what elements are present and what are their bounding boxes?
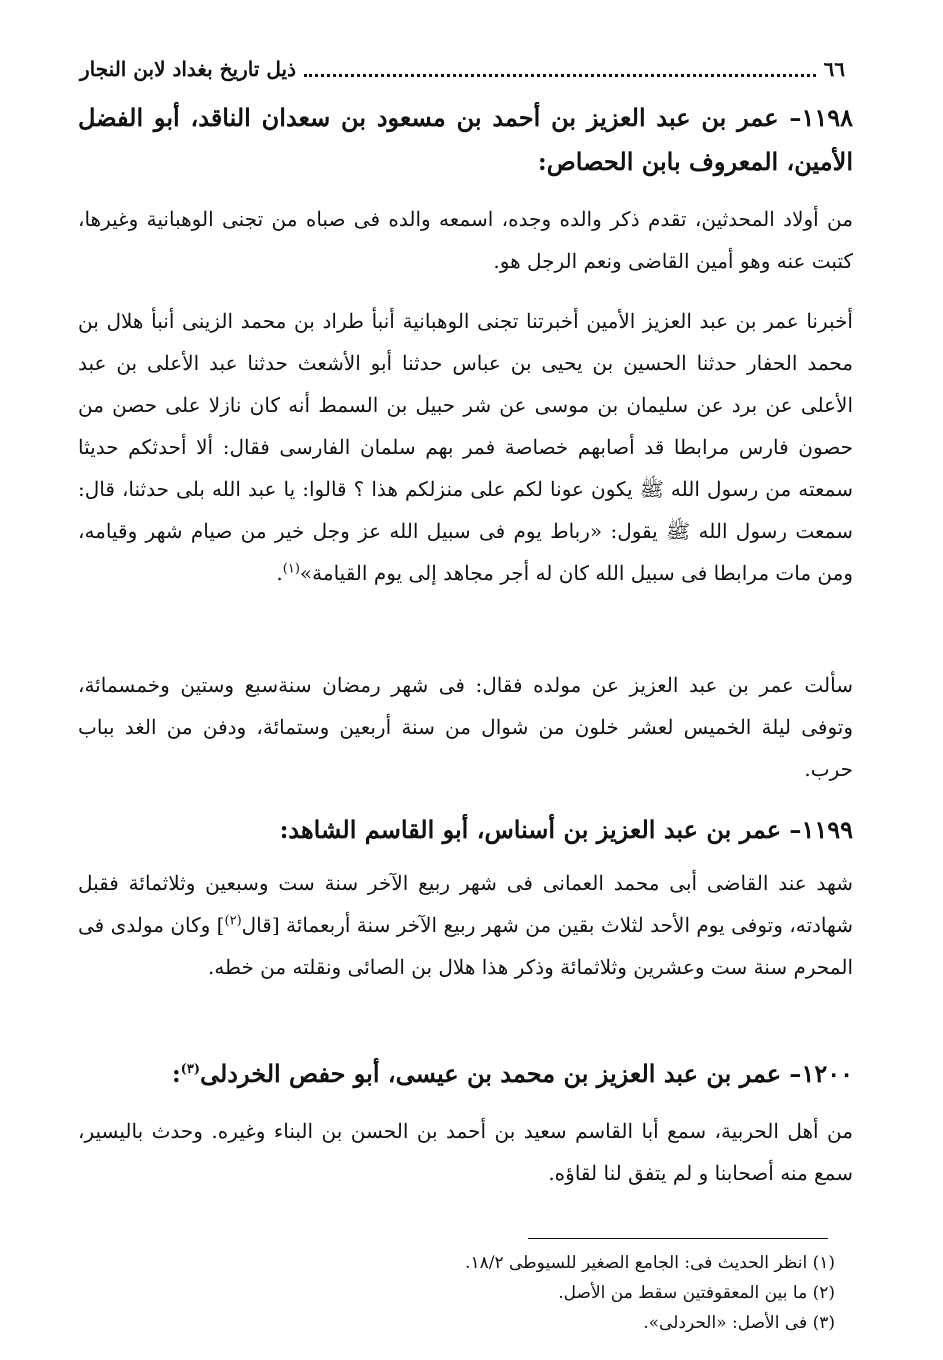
footnote-2: (٢) ما بين المعقوفتين سقط من الأصل. (558, 1283, 835, 1303)
footnote-3: (٣) فى الأصل: «الحردلى». (643, 1313, 835, 1333)
paragraph-end: . (276, 561, 283, 585)
entry-1198-paragraph-3: سألت عمر بن عبد العزيز عن مولده فقال: فى شهر رمضان سنةسبع وستين وخمسمائة، وتوفى ليلة الخميس لعشر خلون من شوال من سنة أربعين وستمائة، ودفن من الغد بباب حرب. (78, 673, 853, 781)
entry-heading-1198: ١١٩٨– عمر بن عبد العزيز بن أحمد بن مسعود بن سعدان الناقد، أبو الفضل الأمين، المعروف بابن الحصاص: (78, 103, 853, 176)
entry-1200-heading-text: ١٢٠٠– عمر بن عبد العزيز بن محمد بن عيسى، أبو حفص الخردلى (199, 1059, 853, 1088)
entry-1200-heading-colon: : (171, 1059, 181, 1088)
entry-1199-text-a: شهد عند القاضى أبى محمد العمانى فى شهر ربيع الآخر سنة ست وسبعين وثلاثمائة فقبل شهادته، وتوفى يوم الأحد لثلاث بقين من شهر ربيع الآخر سنة أربعمائة [قال (78, 871, 853, 937)
page-number: ٦٦ (823, 57, 845, 81)
hadith-text: أخبرنا عمر بن عبد العزيز الأمين أخبرتنا تجنى الوهبانية أنبأ طراد بن محمد الزينى أنبأ هلال بن محمد الحفار حدثنا الحسين بن يحيى بن عباس حدثنا أبو الأشعث حدثنا عبد الأعلى بن عبد الأعلى عن برد عن سليمان بن موسى عن شر حبيل بن السمط أنه كان نازلا على حصن من حصون فارس مرابطا قد أصابهم خصاصة فمر بهم سلمان الفارسى فقال: ألا أحدثكم حديثا سمعته من رسول الله ﷺ يكون عونا لكم على منزلكم هذا ؟ قالوا: يا عبد الله بلى حدثنا، قال: سمعت رسول الله ﷺ يقول: «رباط يوم فى سبيل الله عز وجل خير من صيام شهر وقيامه، ومن مات مرابطا فى سبيل الله كان له أجر مجاهد إلى يوم القيامة» (78, 309, 854, 585)
entry-1198-paragraph-1: من أولاد المحدثين، تقدم ذكر والده وجده، اسمعه والده فى صباه من تجنى الوهبانية وغيرها، كتبت عنه وهو أمين القاضى ونعم الرجل هو. (78, 207, 853, 273)
entry-1198-paragraph-2 (78, 300, 853, 594)
footnote-ref-1: (١) (282, 561, 300, 577)
entry-heading-1200 (78, 1052, 853, 1096)
leader-dots (304, 62, 816, 77)
book-title: ذيل تاريخ بغداد لابن النجار (80, 57, 296, 81)
entry-1200-paragraph: من أهل الحربية، سمع أبا القاسم سعيد بن أحمد بن الحسن بن البناء وغيره. وحدث باليسير، سمع منه أصحابنا و لم يتفق لنا لقاؤه. (78, 1119, 853, 1185)
entry-1199-text-b: ] وكان مولدى فى المحرم سنة ست وعشرين وثلاثمائة وذكر هذا هلال بن الصائى ونقلته من خطه. (78, 913, 853, 979)
footnote-ref-3: (٣) (180, 1062, 200, 1077)
footnote-ref-2: (٢) (224, 913, 242, 929)
footnote-separator (528, 1238, 828, 1239)
entry-1199-paragraph (78, 862, 853, 988)
entry-heading-1199: ١١٩٩– عمر بن عبد العزيز بن أسناس، أبو القاسم الشاهد: (279, 815, 853, 844)
footnote-1: (١) انظر الحديث فى: الجامع الصغير للسيوطى ١٨/٢. (465, 1253, 835, 1273)
running-head (80, 52, 845, 86)
